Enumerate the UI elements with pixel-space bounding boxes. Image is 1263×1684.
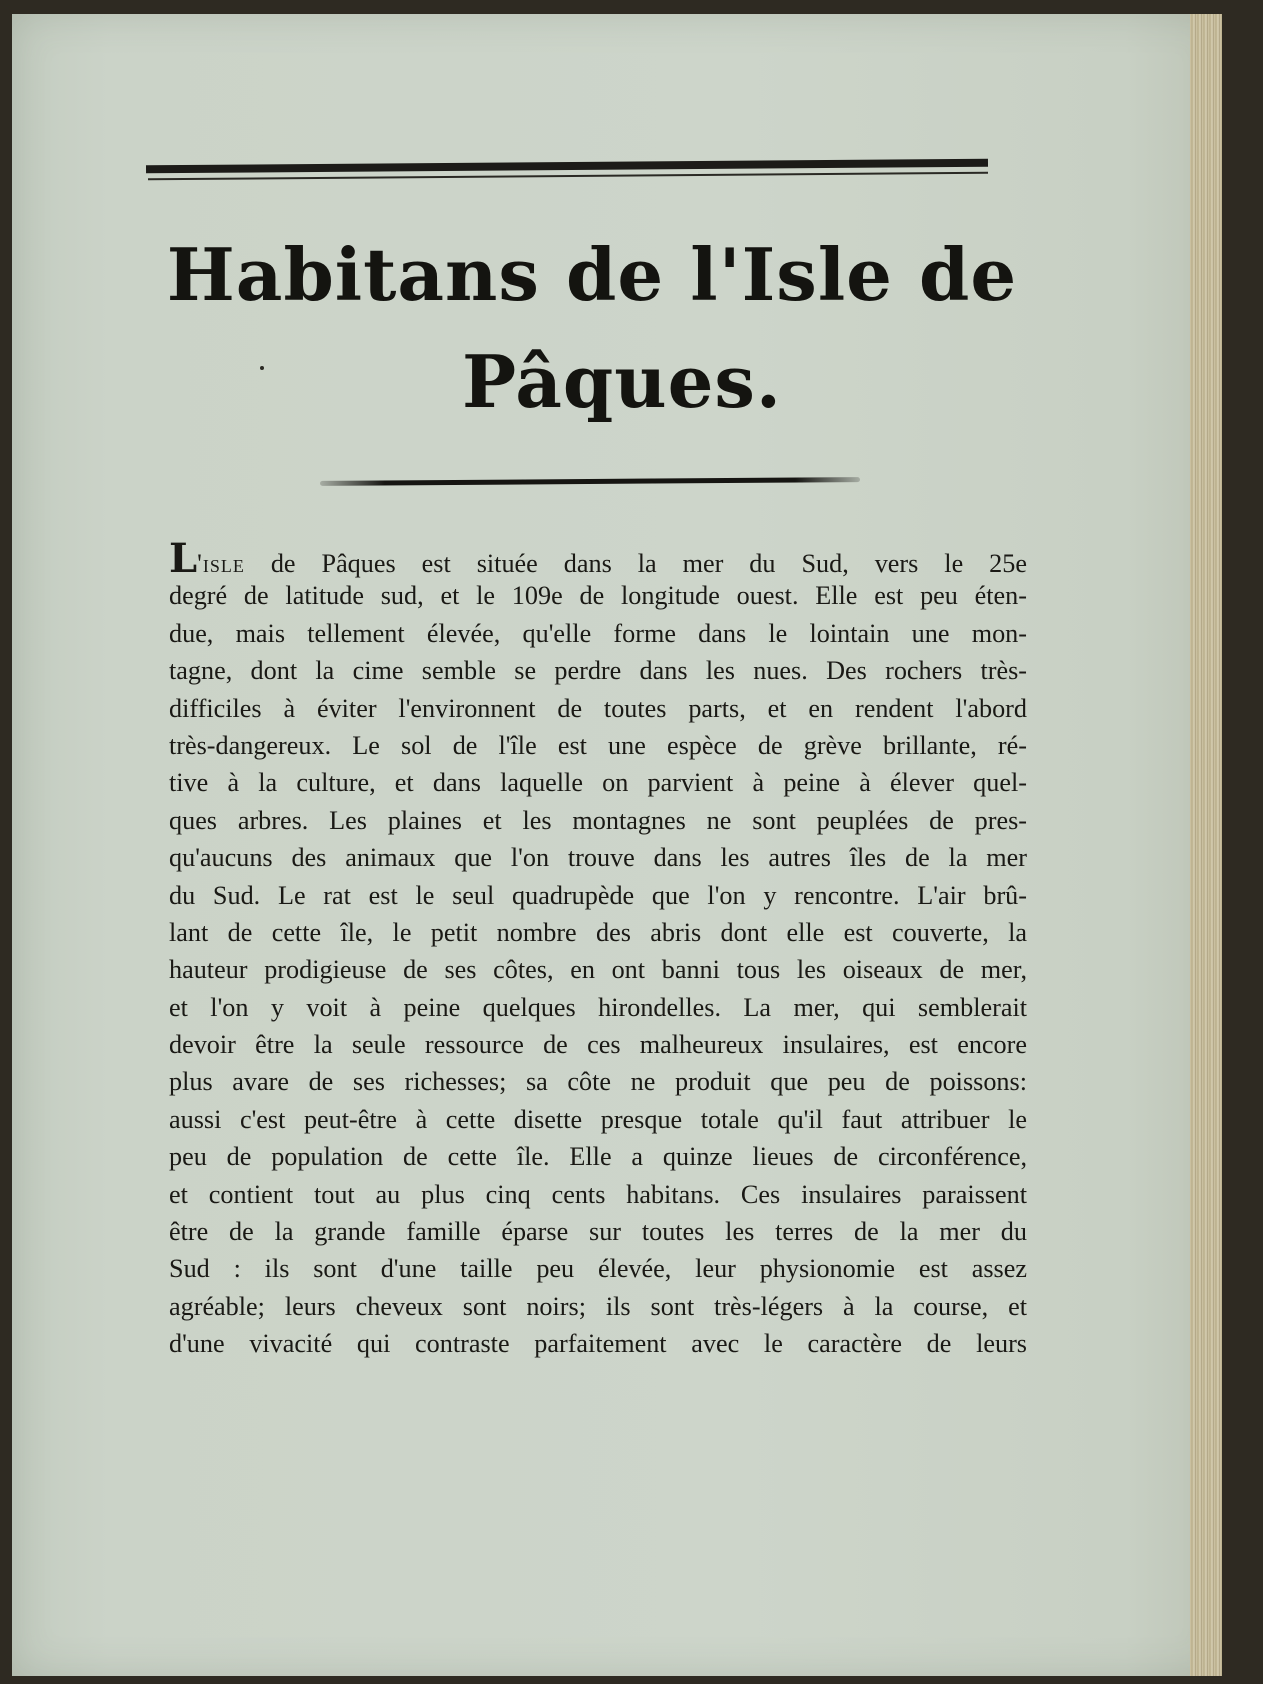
body-line: tive à la culture, et dans laquelle on parvient à peine à élever quel- xyxy=(169,768,1027,798)
body-line: et contient tout au plus cinq cents habitans. Ces insulaires paraissent xyxy=(169,1179,1027,1209)
body-line: aussi c'est peut-être à cette disette presque totale qu'il faut attribuer le xyxy=(169,1104,1027,1134)
top-rule-thin xyxy=(148,172,988,181)
body-line: qu'aucuns des animaux que l'on trouve dans les autres îles de la mer xyxy=(169,843,1027,873)
body-line: du Sud. Le rat est le seul quadrupède que l'on y rencontre. L'air brû- xyxy=(169,880,1027,910)
body-line: difficiles à éviter l'environnent de toutes parts, et en rendent l'abord xyxy=(169,693,1027,723)
body-line: lant de cette île, le petit nombre des abris dont elle est couverte, la xyxy=(169,917,1027,947)
title-underline-rule xyxy=(320,477,860,486)
body-line: hauteur prodigieuse de ses côtes, en ont banni tous les oiseaux de mer, xyxy=(169,955,1027,985)
body-text xyxy=(169,535,1027,1363)
body-line: très-dangereux. Le sol de l'île est une espèce de grève brillante, ré- xyxy=(169,730,1027,760)
body-line: être de la grande famille éparse sur toutes les terres de la mer du xyxy=(169,1217,1027,1247)
body-line-first xyxy=(169,535,1027,582)
paper-page xyxy=(12,14,1222,1676)
body-line: plus avare de ses richesses; sa côte ne produit que peu de poissons: xyxy=(169,1067,1027,1097)
body-line: agréable; leurs cheveux sont noirs; ils sont très-légers à la course, et xyxy=(169,1291,1027,1321)
body-line: tagne, dont la cime semble se perdre dans les nues. Des rochers très- xyxy=(169,656,1027,686)
body-line: d'une vivacité qui contraste parfaitement avec le caractère de leurs xyxy=(169,1329,1027,1359)
body-line: due, mais tellement élevée, qu'elle forme dans le lointain une mon- xyxy=(169,618,1027,648)
body-line: et l'on y voit à peine quelques hirondelles. La mer, qui semblerait xyxy=(169,992,1027,1022)
body-line: degré de latitude sud, et le 109e de longitude ouest. Elle est peu éten- xyxy=(169,581,1027,611)
body-line: devoir être la seule ressource de ces malheureux insulaires, est encore xyxy=(169,1030,1027,1060)
title-line-2: Pâques. xyxy=(462,339,782,424)
body-line: peu de population de cette île. Elle a quinze lieues de circonférence, xyxy=(169,1142,1027,1172)
ink-speck xyxy=(260,366,264,370)
body-line: ques arbres. Les plaines et les montagnes ne sont peuplées de pres- xyxy=(169,805,1027,835)
top-rule-thick xyxy=(146,159,988,174)
body-line: Sud : ils sont d'une taille peu élevée, leur physionomie est assez xyxy=(169,1254,1027,1284)
body-line: de Pâques est située dans la mer du Sud, vers le 25e xyxy=(244,549,1027,578)
small-caps-word: 'isle xyxy=(197,549,245,578)
page-edge xyxy=(1190,14,1222,1676)
drop-cap: L xyxy=(169,535,198,582)
title-line-1: Habitans de l'Isle de xyxy=(166,232,1018,317)
